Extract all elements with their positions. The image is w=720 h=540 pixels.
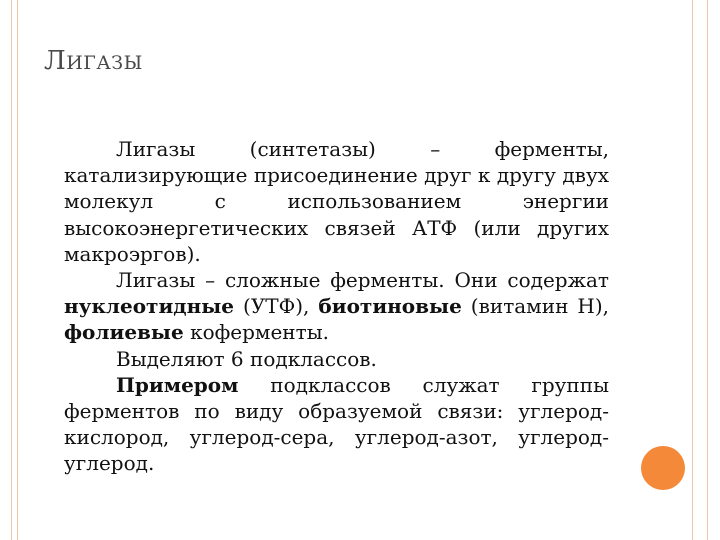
body-paragraph	[64, 267, 609, 346]
slide-title-rest: ИГАЗЫ	[66, 52, 143, 74]
paragraph-text: Выделяют 6 подклассов.	[116, 346, 377, 371]
paragraph-text: Лигазы (синтетазы) – ферменты, катализирующие присоединение друг к другу двух молекул с использованием энергии высокоэнергетических связей АТФ (или других макроэргов).	[64, 137, 609, 266]
bold-term: нуклеотидные	[64, 294, 235, 319]
accent-dot	[641, 446, 685, 490]
bold-term: биотиновые	[318, 294, 462, 319]
paragraph-text: (витамин Н),	[461, 294, 609, 319]
paragraph-text: подклассов служат группы ферментов по виду образуемой связи: углерод-кислород, углерод-сера, углерод-азот, углерод-углерод.	[64, 372, 609, 476]
slide-title	[44, 46, 143, 76]
slide-title-initial: Л	[44, 46, 67, 76]
paragraph-text: (УТФ),	[234, 294, 319, 319]
paragraph-text: Лигазы – сложные ферменты. Они содержат	[116, 268, 609, 293]
right-frame-decoration	[692, 0, 708, 540]
bold-term: Примером	[116, 372, 239, 397]
bold-term: фолиевые	[64, 320, 184, 345]
paragraph-text: коферменты.	[183, 320, 329, 345]
left-frame-decoration	[11, 0, 18, 540]
slide-body-text	[64, 136, 609, 477]
body-paragraph	[64, 346, 609, 372]
body-paragraph	[64, 372, 609, 477]
body-paragraph	[64, 136, 609, 267]
